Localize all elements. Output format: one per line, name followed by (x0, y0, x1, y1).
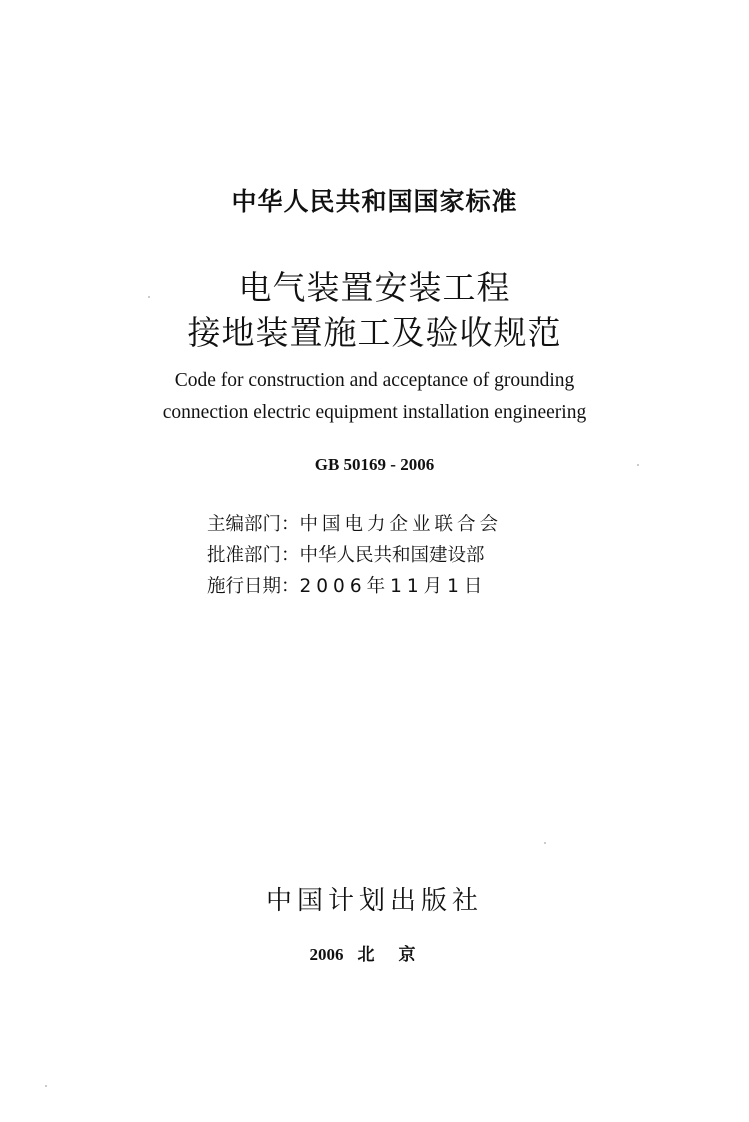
document-title-line-2: 接地装置施工及验收规范 (187, 313, 562, 352)
approver-department-value: 中华人民共和国建设部 (299, 545, 485, 566)
editor-department-value: 中国电力企业联合会 (299, 514, 503, 535)
document-title-line-1: 电气装置安装工程 (238, 268, 511, 307)
scan-speck (45, 1085, 47, 1087)
standard-number: GB 50169 - 2006 (314, 455, 435, 474)
effective-date-value: 2006年11月1日 (299, 576, 488, 597)
publication-city: 北京 (357, 945, 440, 965)
effective-date-row (207, 572, 487, 598)
publication-year: 2006 (309, 945, 344, 964)
editor-department-row (207, 510, 502, 536)
publication-line (0, 940, 749, 965)
scan-speck (544, 842, 546, 844)
national-standard-heading: 中华人民共和国国家标准 (231, 187, 518, 216)
scan-speck (148, 296, 150, 298)
publisher-name: 中国计划出版社 (265, 886, 483, 916)
approver-department-row (207, 541, 485, 567)
effective-date-label: 施行日期： (207, 576, 300, 597)
approver-department-label: 批准部门： (207, 545, 300, 566)
english-title-line-1: Code for construction and acceptance of grounding (174, 370, 575, 391)
english-title-line-2: connection electric equipment installation engineering (162, 402, 587, 423)
editor-department-label: 主编部门： (207, 514, 300, 535)
scan-speck (637, 464, 639, 466)
